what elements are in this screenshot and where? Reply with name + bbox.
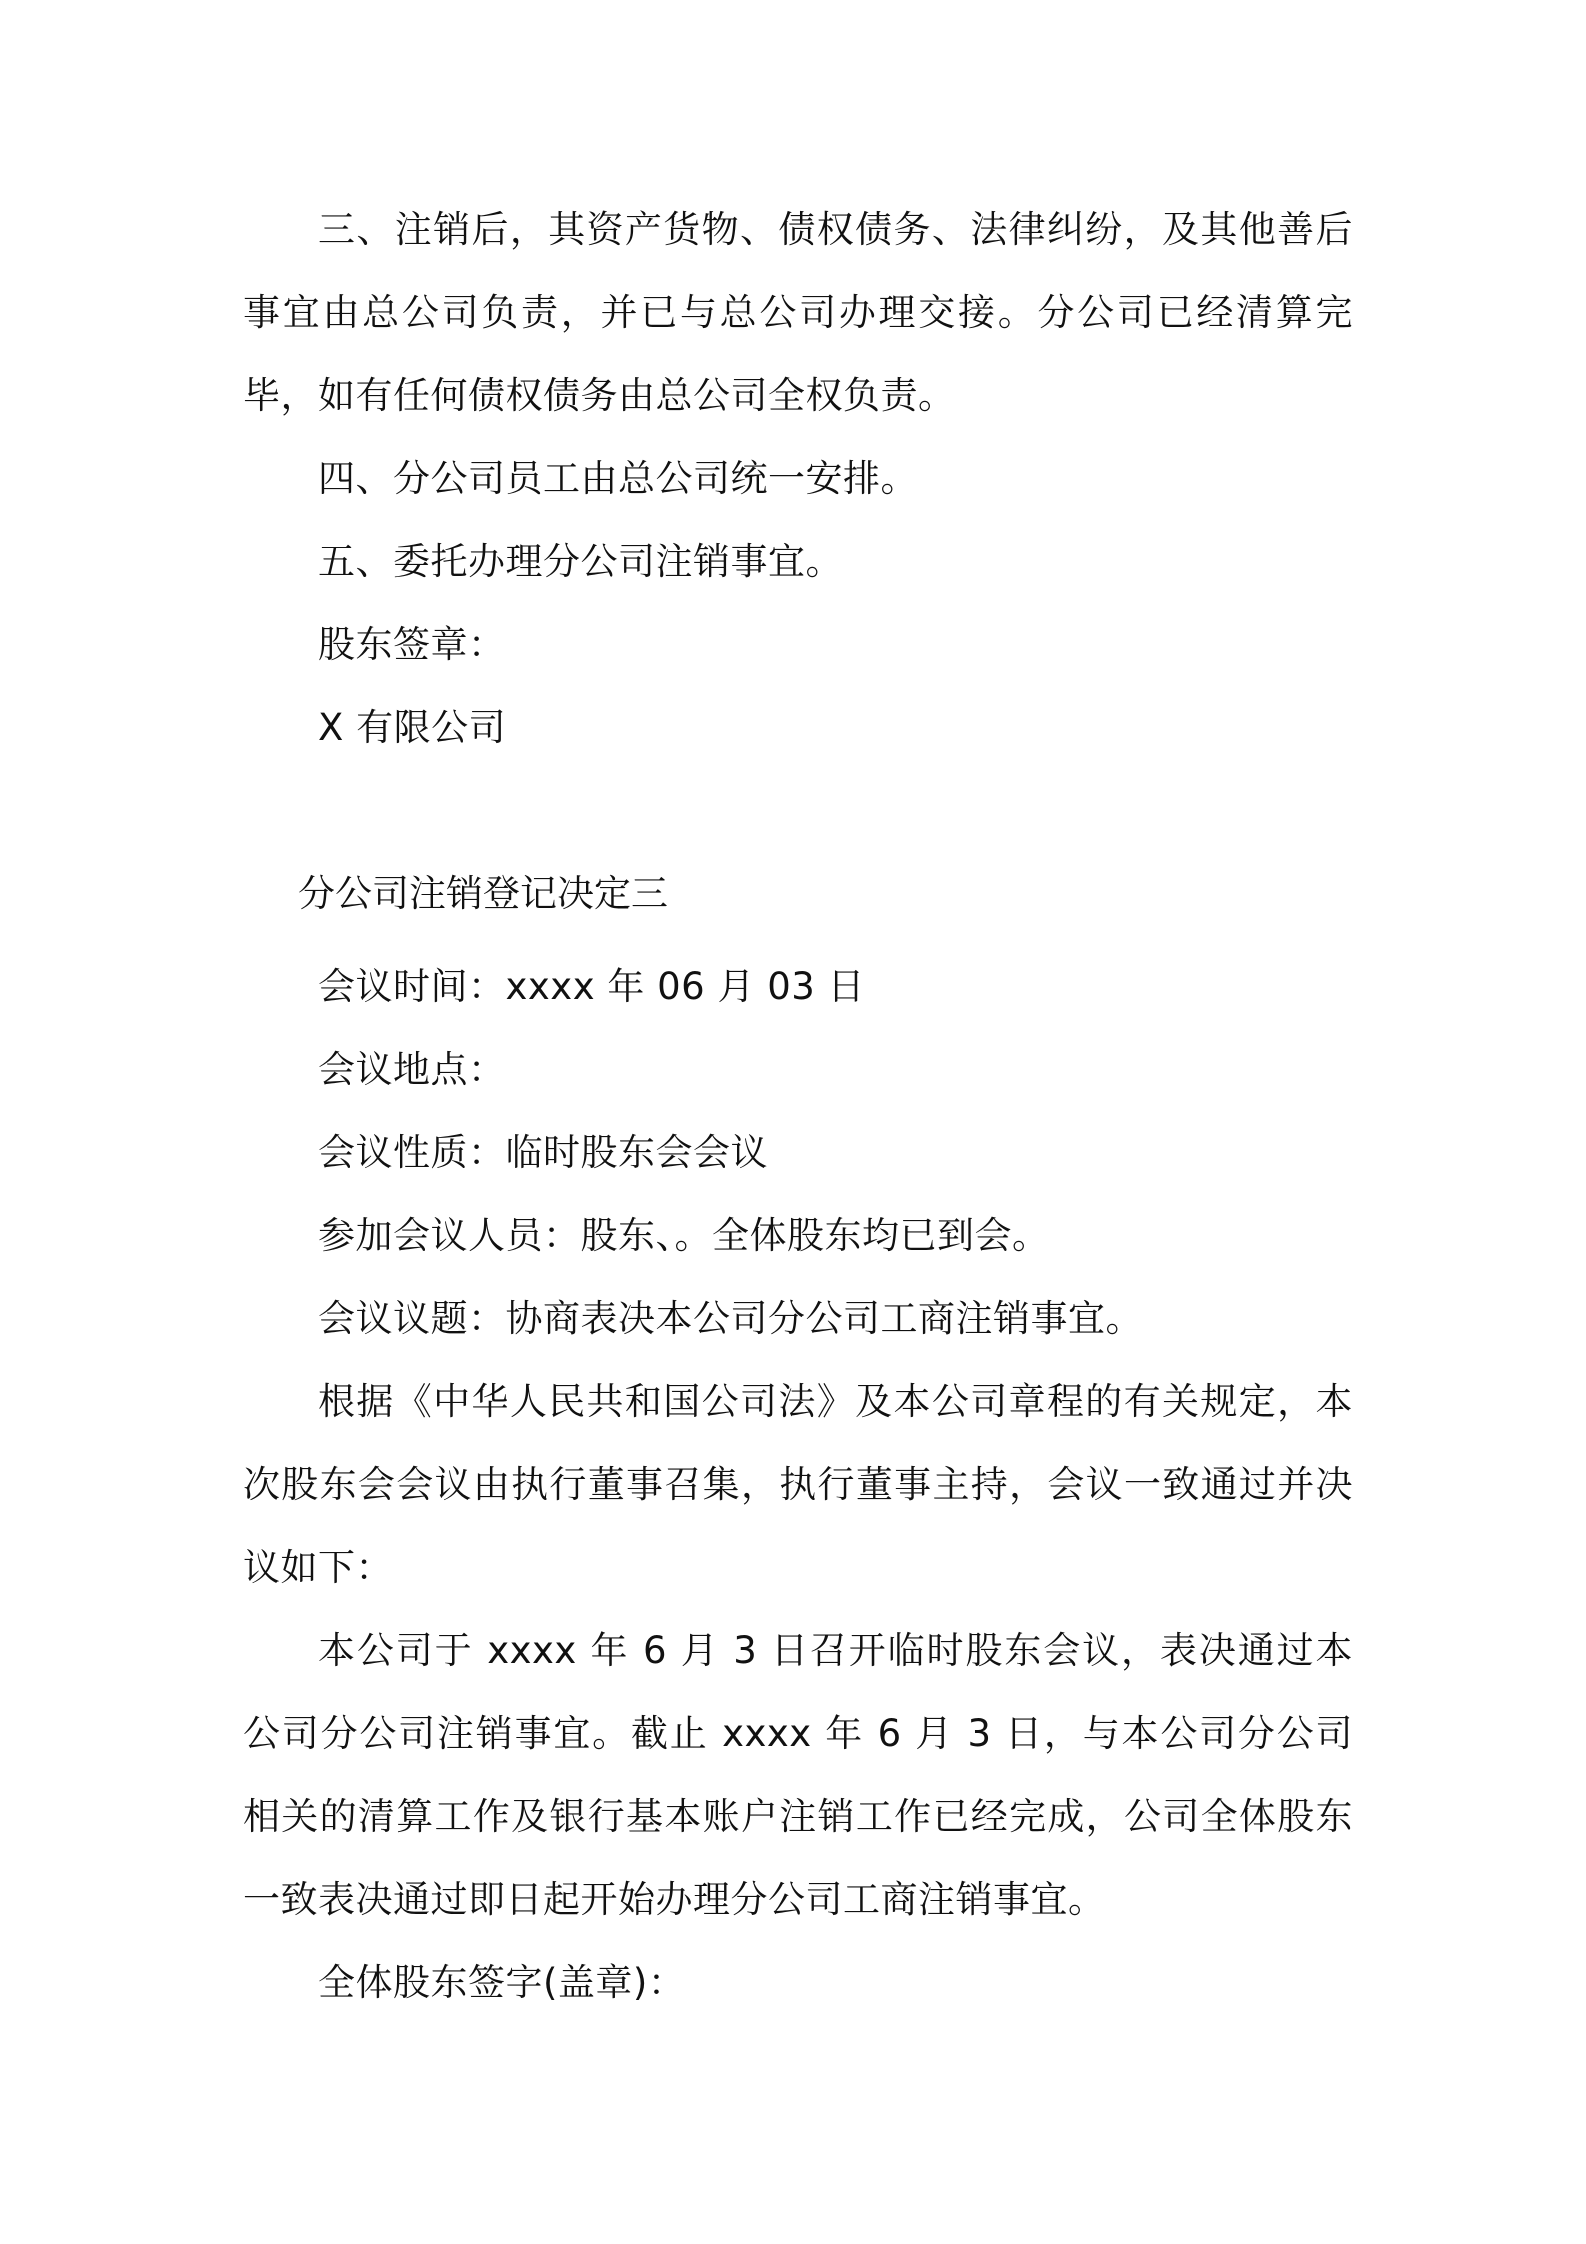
item-4-paragraph: 四、分公司员工由总公司统一安排。 [318,457,918,500]
item-5-paragraph: 五、委托办理分公司注销事宜。 [318,540,843,583]
resolution-paragraph: 本公司于 xxxx 年 6 月 3 日召开临时股东会议，表决通过本公司分公司注销事宜。截止 xxxx 年 6 月 3 日，与本公司分公司相关的清算工作及银行基本账户注销工作已经完成，公司全体股东一致表决通过即日起开始办理分公司工商注销事宜。 [243,1629,1353,1921]
meeting-place: 会议地点： [318,1048,506,1091]
meeting-topic: 会议议题：协商表决本公司分公司工商注销事宜。 [318,1297,1143,1340]
meeting-nature: 会议性质：临时股东会会议 [318,1131,768,1174]
shareholder-seal-label: 股东签章： [318,623,506,666]
signature-label: 全体股东签字(盖章)： [318,1961,686,2004]
company-name: X 有限公司 [318,706,507,749]
item-3-paragraph: 三、注销后，其资产货物、债权债务、法律纠纷，及其他善后事宜由总公司负责，并已与总公司办理交接。分公司已经清算完毕，如有任何债权债务由总公司全权负责。 [243,208,1353,417]
meeting-time: 会议时间：xxxx 年 06 月 03 日 [318,965,866,1008]
legal-basis-paragraph: 根据《中华人民共和国公司法》及本公司章程的有关规定，本次股东会会议由执行董事召集，执行董事主持，会议一致通过并决议如下： [243,1380,1353,1589]
meeting-attendees: 参加会议人员：股东、。全体股东均已到会。 [318,1214,1050,1257]
section-title: 分公司注销登记决定三 [298,872,668,915]
